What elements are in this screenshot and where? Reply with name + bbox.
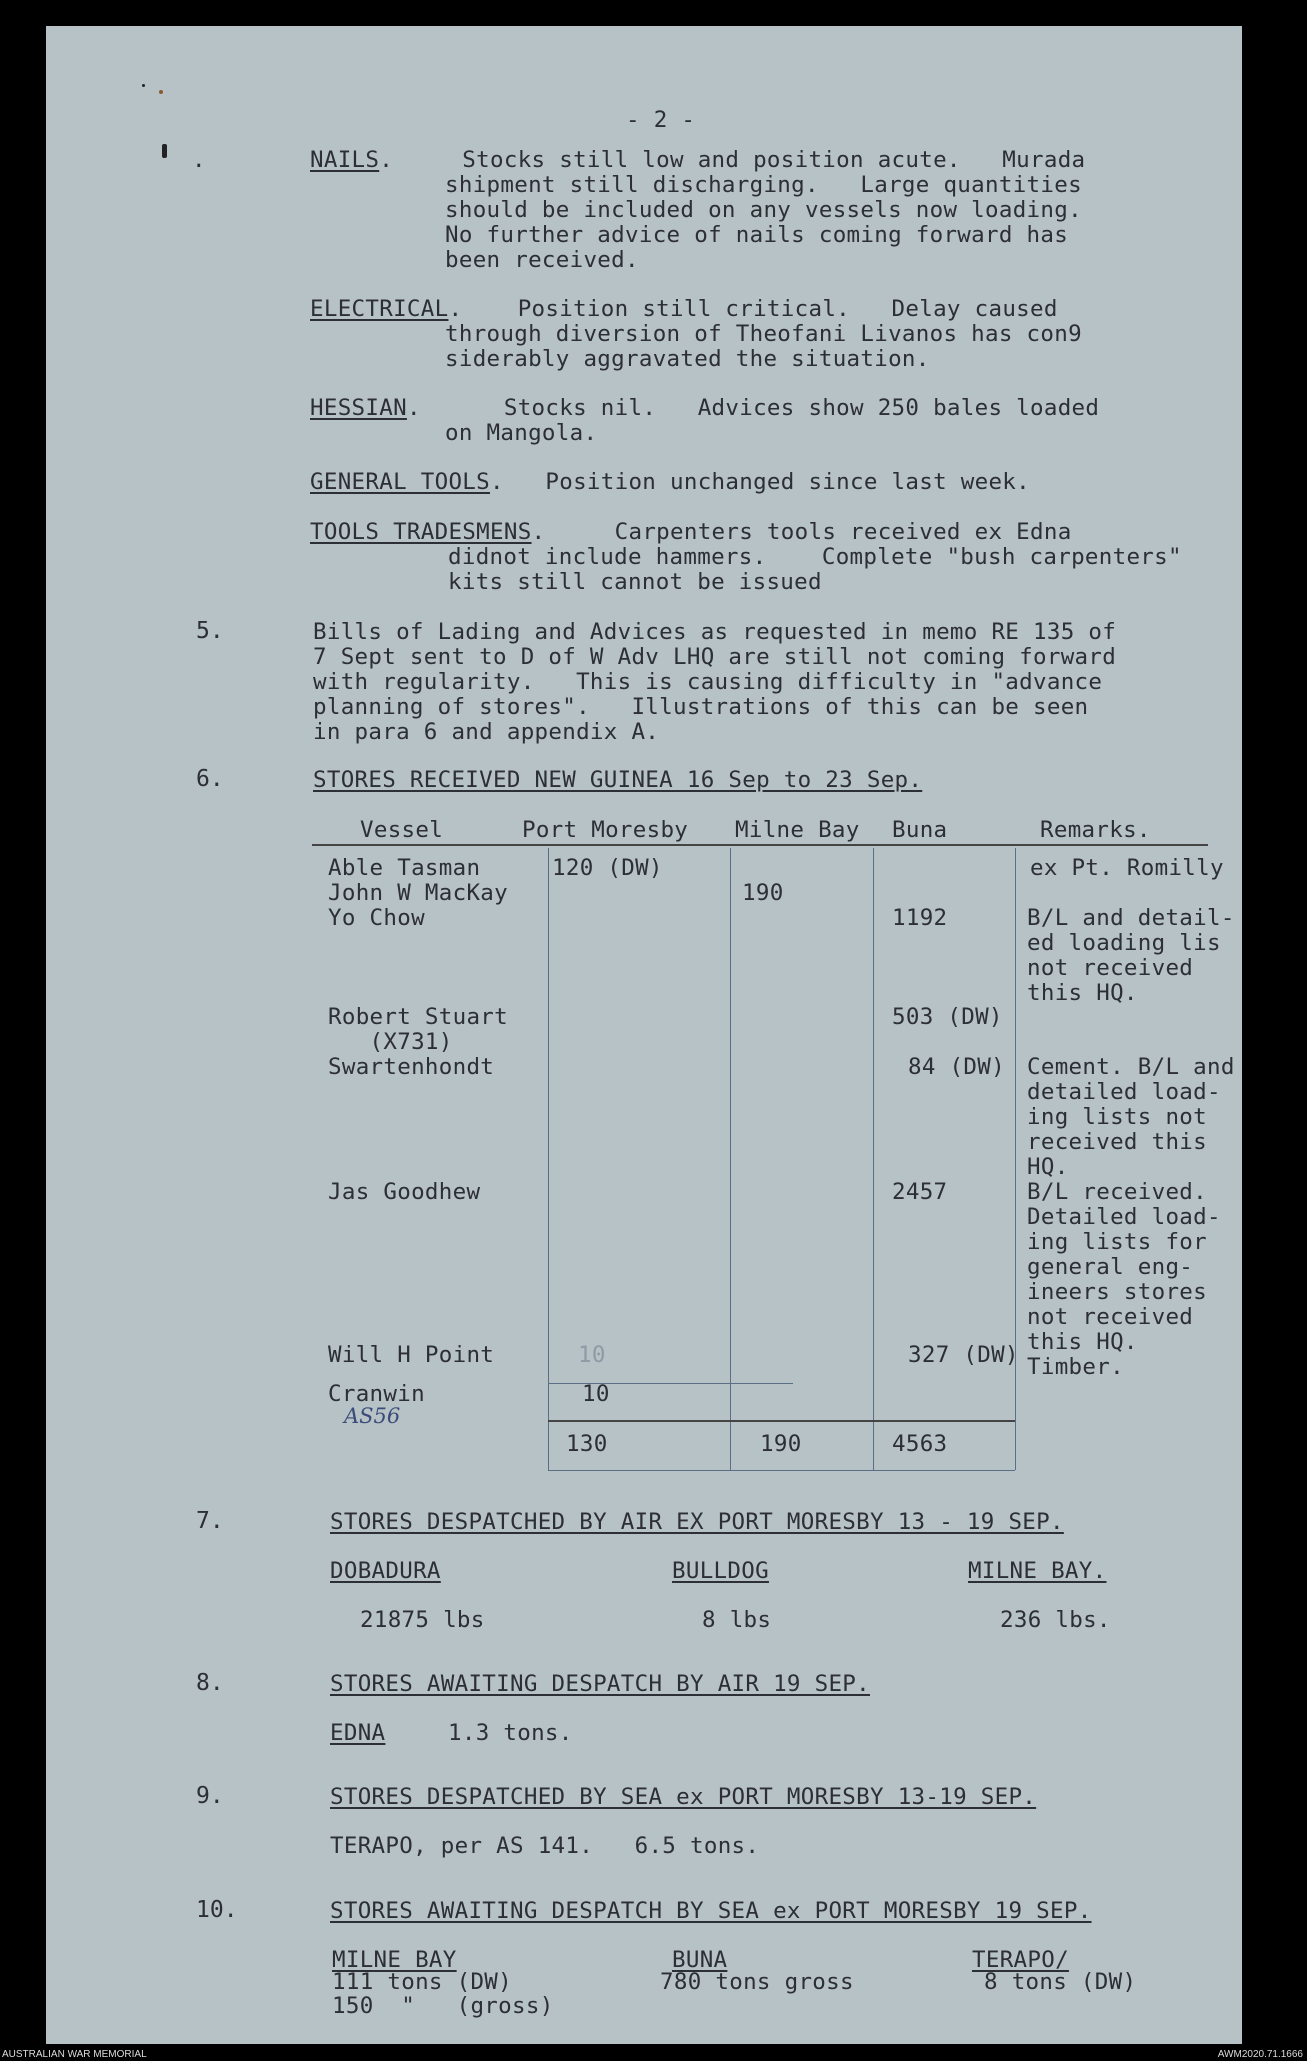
left-margin-mark: . bbox=[192, 147, 206, 173]
para10-dest-line: 8 tons (DW) bbox=[984, 1969, 1137, 1995]
table-cell-milne-bay: 190 bbox=[742, 880, 784, 906]
nails-line: should be included on any vessels now loading. bbox=[445, 197, 1082, 223]
table-row-vessel: Will H Point bbox=[328, 1342, 495, 1368]
table-cell-remarks: Cement. B/L and bbox=[1027, 1054, 1235, 1080]
para9-line: TERAPO, per AS 141. 6.5 tons. bbox=[330, 1833, 760, 1859]
para10-dest-name: MILNE BAY bbox=[332, 1947, 457, 1973]
table-column-rule bbox=[1015, 848, 1016, 1470]
para7-number: 7. bbox=[196, 1508, 224, 1534]
table-cell-buna: 503 (DW) bbox=[892, 1004, 1003, 1030]
table-cell-port-moresby-struck: 10 bbox=[578, 1342, 606, 1368]
footer-left: AUSTRALIAN WAR MEMORIAL bbox=[2, 2049, 147, 2060]
table-cell-remarks: not received bbox=[1027, 1304, 1194, 1330]
table-bottom-rule bbox=[548, 1470, 1015, 1471]
table-cell-port-moresby: 120 (DW) bbox=[552, 855, 663, 881]
table-cell-buna: 1192 bbox=[892, 905, 948, 931]
hessian-heading: HESSIAN. Stocks nil. Advices show 250 bales loaded bbox=[310, 395, 1100, 421]
para5-line: planning of stores". Illustrations of this can be seen bbox=[313, 694, 1089, 720]
electrical-line: siderably aggravated the situation. bbox=[445, 346, 930, 372]
para7-dest-amount: 236 lbs. bbox=[1000, 1607, 1111, 1633]
table-cell-port-moresby: 10 bbox=[582, 1381, 610, 1407]
hessian-line: on Mangola. bbox=[445, 420, 598, 446]
tools-line: kits still cannot be issued bbox=[448, 569, 822, 595]
para7-heading: STORES DESPATCHED BY AIR EX PORT MORESBY 13 - 19 SEP. bbox=[330, 1509, 1064, 1535]
nails-line: shipment still discharging. Large quantities bbox=[445, 172, 1082, 198]
para8-number: 8. bbox=[196, 1670, 224, 1696]
table-row-vessel: Jas Goodhew bbox=[328, 1179, 481, 1205]
col-header-vessel: Vessel bbox=[360, 817, 444, 843]
nails-line: No further advice of nails coming forward has bbox=[445, 222, 1069, 248]
table-cell-buna: 327 (DW) bbox=[908, 1342, 1019, 1368]
table-row-vessel: Able Tasman bbox=[328, 855, 481, 881]
footer-right: AWM2020.71.1666 bbox=[1217, 2049, 1303, 2060]
para7-dest-amount: 21875 lbs bbox=[360, 1607, 485, 1633]
table-cell-remarks: Timber. bbox=[1027, 1354, 1124, 1380]
table-cell-remarks: ing lists for bbox=[1027, 1229, 1207, 1255]
table-cell-remarks: ing lists not bbox=[1027, 1104, 1207, 1130]
page-number: - 2 - bbox=[626, 107, 696, 133]
para10-dest-line: 780 tons gross bbox=[660, 1969, 854, 1995]
para8-dest: EDNA bbox=[330, 1720, 386, 1746]
para5-line: 7 Sept sent to D of W Adv LHQ are still not coming forward bbox=[313, 644, 1117, 670]
total-milne-bay: 190 bbox=[760, 1431, 802, 1457]
table-row-vessel: Cranwin bbox=[328, 1381, 425, 1407]
tools-tradesmens-heading: TOOLS TRADESMENS. Carpenters tools received ex Edna bbox=[310, 519, 1072, 545]
total-port-moresby: 130 bbox=[566, 1431, 608, 1457]
para8-heading: STORES AWAITING DESPATCH BY AIR 19 SEP. bbox=[330, 1671, 870, 1697]
para5-line: in para 6 and appendix A. bbox=[313, 719, 660, 745]
para10-dest-line: 111 tons (DW) bbox=[332, 1969, 512, 1995]
total-buna: 4563 bbox=[892, 1431, 948, 1457]
para9-number: 9. bbox=[196, 1783, 224, 1809]
para10-heading: STORES AWAITING DESPATCH BY SEA ex PORT MORESBY 19 SEP. bbox=[330, 1898, 1092, 1924]
col-header-buna: Buna bbox=[892, 817, 948, 843]
electrical-heading: ELECTRICAL. Position still critical. Delay caused bbox=[310, 296, 1058, 322]
table-cell-remarks: received this bbox=[1027, 1129, 1207, 1155]
table-row-vessel: Robert Stuart bbox=[328, 1004, 508, 1030]
col-header-port-moresby: Port Moresby bbox=[522, 817, 689, 843]
table-cell-remarks: B/L and detail- bbox=[1027, 905, 1235, 931]
table-row-vessel: Yo Chow bbox=[328, 905, 425, 931]
para6-number: 6. bbox=[196, 766, 224, 792]
table-cell-remarks: general eng- bbox=[1027, 1254, 1194, 1280]
table-cell-remarks: this HQ. bbox=[1027, 1329, 1138, 1355]
para7-dest-name: MILNE BAY. bbox=[968, 1558, 1107, 1584]
para5-line: with regularity. This is causing difficulty in "advance bbox=[313, 669, 1103, 695]
para7-dest-name: DOBADURA bbox=[330, 1558, 441, 1584]
tools-line: didnot include hammers. Complete "bush carpenters" bbox=[448, 544, 1182, 570]
table-column-rule bbox=[873, 848, 874, 1470]
paper-speck bbox=[162, 144, 167, 158]
paper-speck bbox=[142, 84, 145, 87]
para6-heading: STORES RECEIVED NEW GUINEA 16 Sep to 23 Sep. bbox=[313, 767, 923, 793]
col-header-milne-bay: Milne Bay bbox=[735, 817, 860, 843]
table-cell-remarks: ineers stores bbox=[1027, 1279, 1207, 1305]
table-cell-remarks: B/L received. bbox=[1027, 1179, 1207, 1205]
table-cell-buna: 84 (DW) bbox=[908, 1054, 1005, 1080]
table-cell-remarks: ed loading lis bbox=[1027, 930, 1221, 956]
table-row-vessel: John W MacKay bbox=[328, 880, 508, 906]
table-total-rule bbox=[548, 1420, 1015, 1422]
para10-dest-line: 150 " (gross) bbox=[332, 1993, 554, 2019]
para5-number: 5. bbox=[196, 618, 224, 644]
para8-amount: 1.3 tons. bbox=[448, 1720, 573, 1746]
table-column-rule bbox=[730, 848, 731, 1470]
table-cell-remarks: Detailed load- bbox=[1027, 1204, 1221, 1230]
table-cell-remarks: detailed load- bbox=[1027, 1079, 1221, 1105]
col-header-remarks: Remarks. bbox=[1040, 817, 1151, 843]
paper-speck bbox=[159, 90, 163, 94]
para10-number: 10. bbox=[196, 1897, 238, 1923]
para10-dest-name: BUNA bbox=[672, 1947, 728, 1973]
para7-dest-name: BULLDOG bbox=[672, 1558, 769, 1584]
general-tools-heading: GENERAL TOOLS. Position unchanged since last week. bbox=[310, 469, 1030, 495]
table-header-rule bbox=[312, 844, 1208, 846]
para5-line: Bills of Lading and Advices as requested in memo RE 135 of bbox=[313, 619, 1117, 645]
para9-heading: STORES DESPATCHED BY SEA ex PORT MORESBY 13-19 SEP. bbox=[330, 1784, 1037, 1810]
table-row-vessel: (X731) bbox=[328, 1029, 453, 1055]
table-row-vessel: Swartenhondt bbox=[328, 1054, 495, 1080]
para7-dest-amount: 8 lbs bbox=[702, 1607, 772, 1633]
para10-dest-name: TERAPO/ bbox=[972, 1947, 1069, 1973]
table-cell-buna: 2457 bbox=[892, 1179, 948, 1205]
nails-heading: NAILS. Stocks still low and position acute. Murada bbox=[310, 147, 1086, 173]
table-column-rule bbox=[548, 848, 549, 1470]
table-cell-remarks: this HQ. bbox=[1027, 980, 1138, 1006]
nails-line: been received. bbox=[445, 247, 639, 273]
electrical-line: through diversion of Theofani Livanos has con9 bbox=[445, 321, 1082, 347]
table-cell-remarks: ex Pt. Romilly bbox=[1030, 855, 1224, 881]
table-cell-remarks: HQ. bbox=[1027, 1154, 1069, 1180]
table-cell-remarks: not received bbox=[1027, 955, 1194, 981]
handwritten-note: AS56 bbox=[344, 1404, 401, 1428]
